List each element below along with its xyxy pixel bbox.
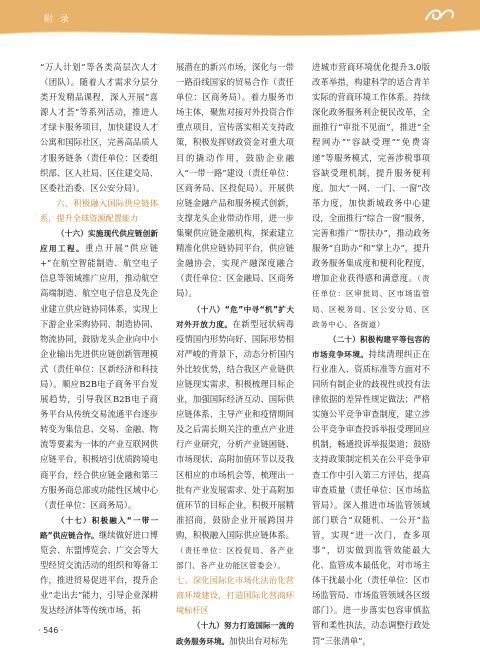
- paragraph: [312, 332, 430, 649]
- header-curve-decoration: [0, 0, 480, 40]
- responsibility-note: （责任单位：区投促局、各产业部门、各产业功能区管委会）。: [176, 546, 294, 571]
- section-heading: 七、深化国际化市场化法治化营商环境建设，打造国际化营商环境标杆区: [176, 575, 294, 616]
- section-heading: 六、积极融入国际供应链体系，提升全球资源配置能力: [40, 197, 158, 223]
- paragraph: [312, 60, 430, 332]
- paragraph-lead: （十七）积极融入“一带一路”供应链合作。: [40, 515, 158, 540]
- paragraph-lead: （十六）实施现代供应链创新应用工程。: [40, 229, 158, 254]
- paragraph: [40, 513, 158, 619]
- paragraph-lead: （十九）努力打造国际一流的政务服务环境。: [176, 621, 294, 646]
- paragraph-body: 加快出台对标先: [229, 635, 288, 646]
- responsibility-note: （责任单位：区审批局、区市场监管局、区税务局、区公安分局、区政务中心、各街道）: [312, 274, 430, 329]
- paragraph: [176, 618, 294, 648]
- paragraph-lead: （十八）“危”中寻“机”扩大对外开放力度。: [176, 304, 294, 329]
- page-number: · 546 ·: [38, 626, 64, 635]
- paragraph-body: 进城市营商环境优化提升3.0版改革举措，构建科学的适合青羊实际的营商环境工作体系。持续深化政务服务利企便民改革，全面推行“审批不见面”，推进“全程网办”“容缺受理”“免费寄递”等服务模式，完善涉税事项容缺受理机制，提升服务便利度。加大“一网、一门、一窗”改革力度，加快新城政务中心建设，全面推行“综合一窗”服务，完善和推广“帮扶办”，推动政务服务“自助办”和“掌上办”，提升政务服务集成度和便利化程度，增加企业获得感和满意度。: [312, 62, 430, 284]
- paragraph: 展潜在的新兴市场，深化与一带一路沿线国家的贸易合作（责任单位：区商务局）。着力服务市场主体，聚焦对接对外投资合作重点项目，宣传落实相关支持政策，积极发挥财政资金对重大项目的撬动作用，鼓励企业融入“一带一路”建设（责任单位：区商务局、区投促局）。开展供应链金融产品和服务模式创新，支撑龙头企业带动作用，进一步集聚供应链金融机构，探索建立精准化供应链协同平台，供应链金融协会，实现产融深度融合（责任单位：区金融局、区商务局）。: [176, 62, 294, 299]
- text-column-2: [176, 60, 294, 649]
- paragraph-body: 重点开展“供应链+”在航空智能制造、航空电子信息等领域推广应用，推动航空高端制造、航空电子信息及先企业建立供应链协同体系，实现上下游企业采购协同、制造协同、物流协同，鼓励龙头企业向中小企业输出先进供应链创新管理模式（责任单位：区新经济和科技局）。顺应B2B电子商务平台发展趋势，引导我区B2B电子商务平台从传统交易流通平台逐步转变为集信息、交易、金融、物流等要素为一体的产业互联网供应链平台，积极培引优质跨境电商平台，经合供应链金融和第三方服务商总部或功能性区域中心（责任单位：区商务局）。: [40, 243, 159, 510]
- paragraph-body: 持续清理纠正在行业准入、资质标准等方面对不同所有制企业的歧视性或投有法律依据的差异性规定做法；严格实施公平竞争审查制度，建立涉公平竞争审查投诉举报受理回应机制，畅通投诉举报渠道；鼓励支持政策制定机关在公平竞争审查工作中引入第三方评估，提高审查质量（责任单位：区市场监管局）。深入推进市场监管领域部门联合“双随机、一公开”监管，实现“进一次门，查多项事”，切实做到监管效能最大化、监管成本最低化，对市场主体干扰最小化（责任单位：区市场监管局、市场监管领域各区级部门）。进一步落实包容审慎监管和柔性执法，动态调整行政处罚“三张清单”，: [312, 348, 431, 646]
- text-column-3: [312, 60, 430, 649]
- text-column-1: [40, 60, 158, 618]
- swirl-logo-icon: [422, 4, 458, 26]
- paragraph: “万人计划”等各类高层次人才（团队）。随着人才需求分层分类开发精品课程，深入开展“喜源人才荟”等系列活动，推进人才绿卡服务项目，加快建设人才公寓和国际社区，完善高品质人才服务链条（责任单位：区委组织部、区人社局、区住建交局、区委社治委、区公安分局）。: [40, 62, 158, 193]
- paragraph: [40, 226, 158, 513]
- paragraph-lead: （二十）积极构建平等包容的市场竞争环境。: [312, 334, 430, 359]
- paragraph-body: 在新型冠状病毒疫情国内形势向好、国际形势相对严峻的背景下，动态分析国内外比较优势，结合我区产业链供应链现实需求，积极梳理目标企业，加强国际经济互动、国际供应链体系、主导产业和疫情期间及之后需长期关注的重点产业进行产业研究，分析产业链困链、市场现状、高附加值环节以及我区相应的市场机会等，梳理出一批有产业发展需求、处于高附加值环节的目标企业，积极开展精准招商，鼓励企业开展跨国并购，积极融入国际供应链体系。: [176, 318, 295, 540]
- paragraph-body: 继续做好进口博览会、东盟博览会、广交会等大型经贸交流活动的组织和筹备工作，推进贸易促进平台，提升企业“走出去”能力，引导企业深耕发达经济体等传统市场，拓: [40, 529, 158, 616]
- paragraph: [176, 302, 294, 574]
- header-label: 附 录: [44, 15, 71, 25]
